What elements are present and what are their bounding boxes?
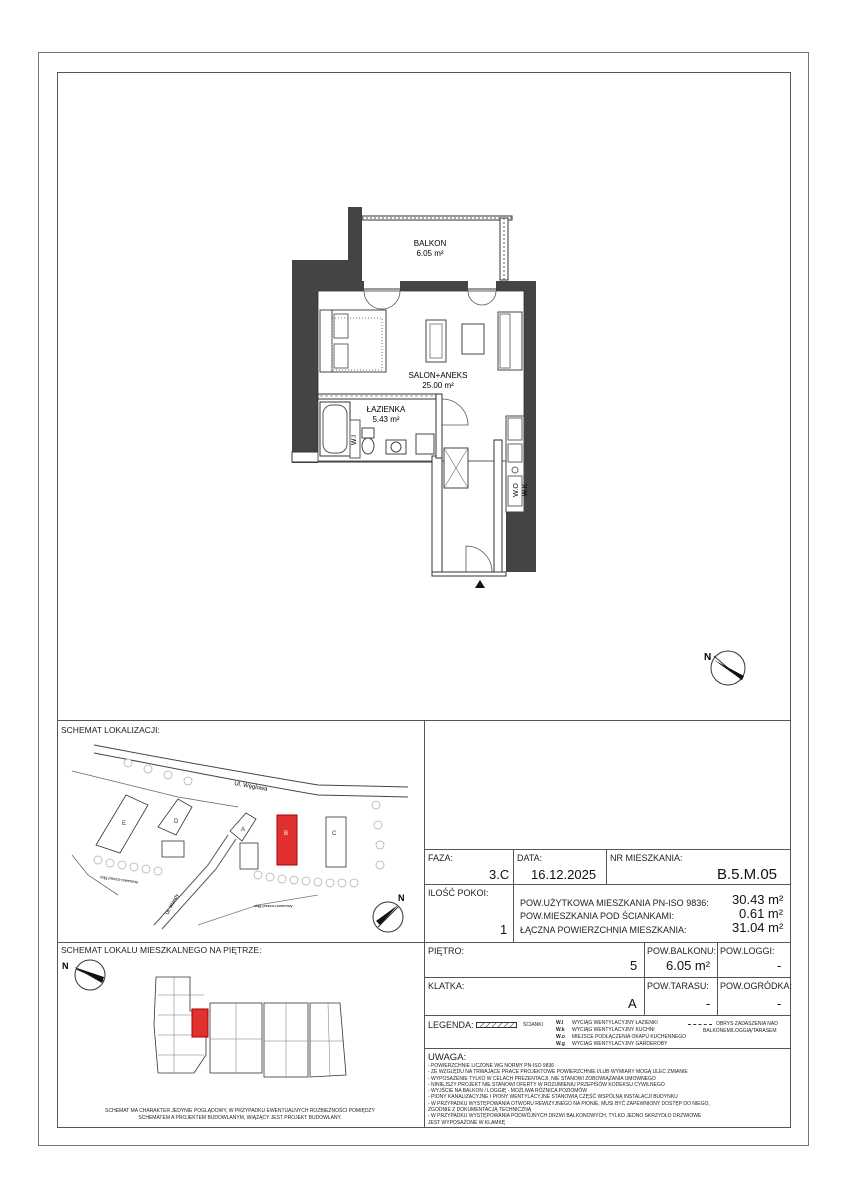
- legend-title: LEGENDA:: [428, 1020, 474, 1030]
- notes-list: [428, 1063, 710, 1126]
- note-line: JEST WYPOSAŻONE W KLAMKĘ: [428, 1119, 506, 1126]
- nr-label: NR MIESZKANIA:: [610, 853, 683, 863]
- divider-r3: [424, 942, 791, 943]
- sink: [391, 442, 401, 452]
- bath-wall-right: [436, 394, 442, 458]
- pietro-label: PIĘTRO:: [428, 946, 465, 956]
- divider-vertical: [424, 720, 425, 1128]
- divider-c2: [606, 849, 607, 884]
- corridor-wall-left: [432, 456, 442, 572]
- living-label: SALON+ANEKS: [408, 371, 468, 380]
- pow-lacz-value: 31.04 m²: [732, 920, 784, 935]
- legend-wi: WYCIĄG WENTYLACYJNY ŁAZIENKI: [572, 1020, 658, 1026]
- pietro-value: 5: [630, 958, 638, 973]
- data-label: DATA:: [517, 853, 543, 863]
- compass-plan-label: N: [704, 652, 712, 663]
- legend-wk-code: W.k: [556, 1027, 565, 1033]
- building-c-label: C: [332, 831, 337, 837]
- entrance-arrow: [475, 580, 485, 588]
- building-a-label: A: [241, 827, 246, 833]
- street-side: Ul. Wandy: [164, 892, 181, 916]
- divider-left: [57, 942, 424, 943]
- compass-plan-icon: [704, 651, 745, 685]
- klatka-label: KLATKA:: [428, 981, 465, 991]
- legend-wg-code: W.g: [556, 1041, 565, 1047]
- legend-outline-1: OBRYS ZADASZENIA NAD: [716, 1021, 778, 1027]
- balcony-railing-top: [362, 216, 512, 220]
- path-label-2: ciąg pieszo-rowerowy: [254, 903, 293, 908]
- note-line: - POWIERZCHNIE LICZONE WG NORMY PN-ISO 9836: [428, 1063, 555, 1069]
- vent-wk-label: W.K: [522, 483, 529, 497]
- divider-r1: [424, 849, 791, 850]
- west-wall: [292, 281, 318, 463]
- legend-wo-code: W.o: [556, 1034, 565, 1040]
- balcony-label: BALKON: [413, 239, 447, 248]
- note-line: - NINIEJSZY PROJEKT NIE STANOWI OFERTY W ROZUMIENIU PRZEPISÓW KODEKSU CYWILNEGO: [428, 1081, 665, 1088]
- note-line: - WYJŚCIE NA BALKON / LOGGIĘ - MOŻLIWA RÓŻNICA POZIOMÓW: [428, 1088, 587, 1095]
- north-wall-stub: [292, 260, 348, 282]
- balcony-wall-left: [348, 207, 362, 289]
- note-line: - W PRZYPADKU WYSTĘPOWANIA OTWORU REWIZYJNEGO NA PIONIE, MUSI BYĆ ZAPEWNIONY DOSTĘP DO NIEGO,: [428, 1100, 710, 1107]
- floor-scheme-map: [58, 955, 422, 1105]
- vent-wi-label: W.I: [351, 434, 358, 446]
- legend-outline-line: [688, 1024, 712, 1025]
- faza-label: FAZA:: [428, 853, 454, 863]
- balcony-area: 6.05 m²: [416, 249, 444, 258]
- divider-c3: [513, 884, 514, 942]
- loggia-label: POW.LOGGI:: [720, 946, 775, 956]
- pow-pod-value: 0.61 m²: [739, 906, 784, 921]
- pokoje-label: ILOŚĆ POKOI:: [428, 888, 489, 898]
- divider-r4: [424, 977, 791, 978]
- legend-wg: WYCIĄG WENTYLACYJNY GARDEROBY: [572, 1041, 668, 1047]
- nr-value: B.5.M.05: [717, 866, 778, 883]
- bath-label: ŁAZIENKA: [366, 405, 406, 414]
- pow-lacz-label: ŁĄCZNA POWIERZCHNIA MIESZKANIA:: [520, 925, 687, 935]
- toilet: [362, 438, 374, 454]
- legend-wi-code: W.I: [556, 1020, 564, 1026]
- balkon-value: 6.05 m²: [666, 958, 711, 973]
- armchair: [462, 324, 484, 354]
- notes-title: UWAGA:: [428, 1052, 467, 1063]
- note-line: ZGODNIE Z DOKUMENTACJĄ TECHNICZNĄ: [428, 1107, 532, 1114]
- living-area: 25.00 m²: [422, 381, 454, 390]
- ogrodek-value: -: [777, 996, 782, 1011]
- compass-floor-label: N: [62, 961, 69, 971]
- klatka-value: A: [628, 996, 637, 1011]
- north-wall-b: [400, 281, 468, 291]
- apartment-highlight: [192, 1009, 208, 1037]
- legend-walls-swatch: [476, 1020, 520, 1030]
- location-title: SCHEMAT LOKALIZACJI:: [61, 725, 160, 735]
- compass-floor-icon: [62, 960, 105, 990]
- location-map: [58, 735, 422, 941]
- legend-walls: ŚCIANKI: [523, 1022, 544, 1028]
- divider-r6: [424, 1048, 791, 1049]
- legend-wk: WYCIĄG WENTYLACYJNY KUCHNI: [572, 1027, 655, 1033]
- path-label-1: ciąg pieszo-rowerowy: [99, 874, 139, 885]
- pow-uz-value: 30.43 m²: [732, 892, 784, 907]
- taras-value: -: [706, 996, 711, 1011]
- data-value: 16.12.2025: [531, 867, 597, 882]
- building-b-label: B: [284, 831, 289, 837]
- note-line: - W PRZYPADKU WYSTĘPOWANIA PODWÓJNYCH DRZWI BALKONOWYCH, TYLKO JEDNO SKRZYDŁO DRZWIOWE: [428, 1113, 702, 1120]
- compass-location-icon: [373, 893, 405, 932]
- pow-uz-label: POW.UŻYTKOWA MIESZKANIA PN-ISO 9836:: [520, 898, 709, 908]
- washer: [416, 434, 434, 454]
- divider-c4: [644, 942, 645, 1015]
- note-line: - ZE WZGLĘDU NA TRWAJĄCE PRACE PROJEKTOWE POWIERZCHNIE I/LUB WYMIARY MOGĄ ULEC ZMIANIE: [428, 1069, 688, 1076]
- compass-location-label: N: [398, 893, 405, 903]
- building-e-label: E: [122, 821, 127, 827]
- bath-area: 5.43 m²: [372, 415, 400, 424]
- entrance-sill: [432, 572, 506, 576]
- faza-value: 3.C: [489, 867, 510, 882]
- divider-c5: [717, 942, 718, 1015]
- taras-label: POW.TARASU:: [647, 981, 709, 991]
- balkon-label: POW.BALKONU:: [647, 946, 717, 956]
- north-wall-a: [318, 281, 364, 291]
- building-b-highlight: [277, 815, 297, 865]
- disclaimer-line-2: SCHEMATEM A PROJEKTEM BUDOWLANYM, WIĄŻĄCY JEST PROJEKT BUDOWLANY.: [138, 1115, 342, 1121]
- corridor-wall-right: [494, 440, 502, 572]
- loggia-value: -: [777, 958, 782, 973]
- floor-scheme-title: SCHEMAT LOKALU MIESZKALNEGO NA PIĘTRZE:: [61, 945, 262, 955]
- legend-outline-2: BALKONEM/LOGGIĄ/TARASEM: [703, 1028, 777, 1034]
- disclaimer-line-1: SCHEMAT MA CHARAKTER JEDYNIE POGLĄDOWY, W PRZYPADKU EWENTUALNYCH ROZBIEŻNOŚCI POMIĘDZY: [105, 1108, 375, 1114]
- divider-r2: [424, 884, 791, 885]
- building-d-label: D: [174, 819, 179, 825]
- pokoje-value: 1: [500, 922, 508, 937]
- note-line: - WYPOSAŻENIE TYLKO W CELACH PREZENTACJI, NIE STANOWI ZOBOWIĄZANIA UMOWNEGO: [428, 1075, 656, 1082]
- ogrodek-label: POW.OGRÓDKA:: [720, 981, 793, 991]
- pow-pod-label: POW.MIESZKANIA POD ŚCIANKAMI:: [520, 911, 675, 921]
- east-wall-thick: [506, 510, 536, 572]
- divider-r5: [424, 1015, 791, 1016]
- note-line: - PIONY KANALIZACYJNE I PIONY WENTYLACYJNE STANOWIĄ CZĘŚĆ WSPÓLNĄ INSTALACJI BUDYNKU: [428, 1094, 678, 1101]
- street-main: Ul. Węglowa: [233, 781, 268, 793]
- vent-wo-label: W.O: [513, 483, 520, 497]
- legend-wo: MIEJSCE PODŁĄCZENIA OKAPU KUCHENNEGO: [572, 1034, 687, 1040]
- divider-c1: [513, 849, 514, 884]
